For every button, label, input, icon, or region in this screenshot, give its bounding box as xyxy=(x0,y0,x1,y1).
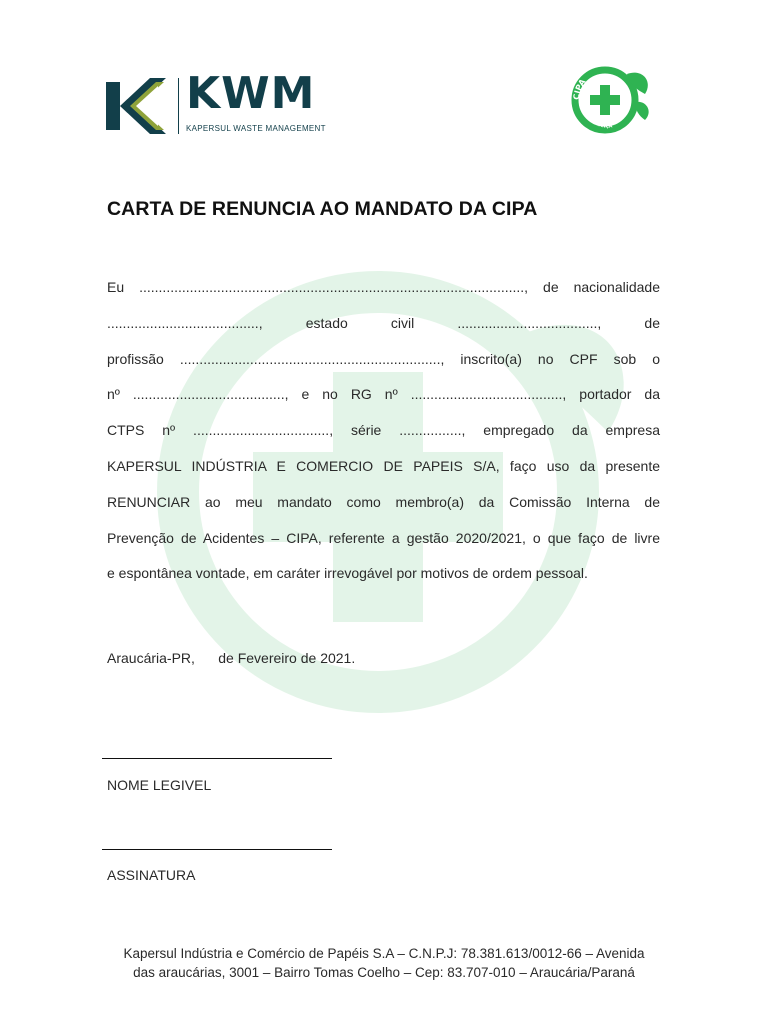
cipa-logo-icon xyxy=(565,60,655,140)
body-line: nº ......................................., e no RG nº ......................................., portador da xyxy=(107,386,660,403)
name-signature-line xyxy=(102,758,332,759)
document-body xyxy=(107,270,660,592)
body-line: RENUNCIAR ao meu mandato como membro(a) da Comissão Interna de xyxy=(107,493,660,510)
kwm-logo-subtitle: KAPERSUL WASTE MANAGEMENT xyxy=(186,124,326,133)
document-title: CARTA DE RENUNCIA AO MANDATO DA CIPA xyxy=(107,198,538,220)
body-line: e espontânea vontade, em caráter irrevogável por motivos de ordem pessoal. xyxy=(107,565,588,582)
cipa-logo-top-text: CIPA xyxy=(571,77,588,101)
place-date: Araucária-PR, de Fevereiro de 2021. xyxy=(107,650,356,666)
kwm-mark-icon xyxy=(106,74,170,138)
footer-address xyxy=(80,944,688,982)
name-label: NOME LEGIVEL xyxy=(107,777,212,793)
footer-line: Kapersul Indústria e Comércio de Papéis S.A – C.N.P.J: 78.381.613/0012-66 – Avenida xyxy=(123,946,645,961)
body-line: ......................................., estado civil ...................................., de xyxy=(107,314,660,331)
body-line: profissão ..................................................................., inscrito(a) no CPF sob o xyxy=(107,350,660,367)
body-line: KAPERSUL INDÚSTRIA E COMERCIO DE PAPEIS S/A, faço uso da presente xyxy=(107,457,660,474)
footer-line: das araucárias, 3001 – Bairro Tomas Coelho – Cep: 83.707-010 – Araucária/Paraná xyxy=(133,965,635,980)
kwm-logo xyxy=(106,68,326,138)
body-line: CTPS nº ..................................., série ................, empregado da empresa xyxy=(107,422,660,439)
kwm-logo-text: KWM xyxy=(186,68,316,119)
signature-label: ASSINATURA xyxy=(107,867,196,883)
cipa-logo-bottom-text: SEGURANÇA xyxy=(583,114,613,130)
body-line: Eu ..................................................................................................., de nacionalidade xyxy=(107,279,660,295)
body-line: Prevenção de Acidentes – CIPA, referente a gestão 2020/2021, o que faço de livre xyxy=(107,529,660,546)
kwm-divider xyxy=(178,78,179,134)
signature-line xyxy=(102,849,332,850)
